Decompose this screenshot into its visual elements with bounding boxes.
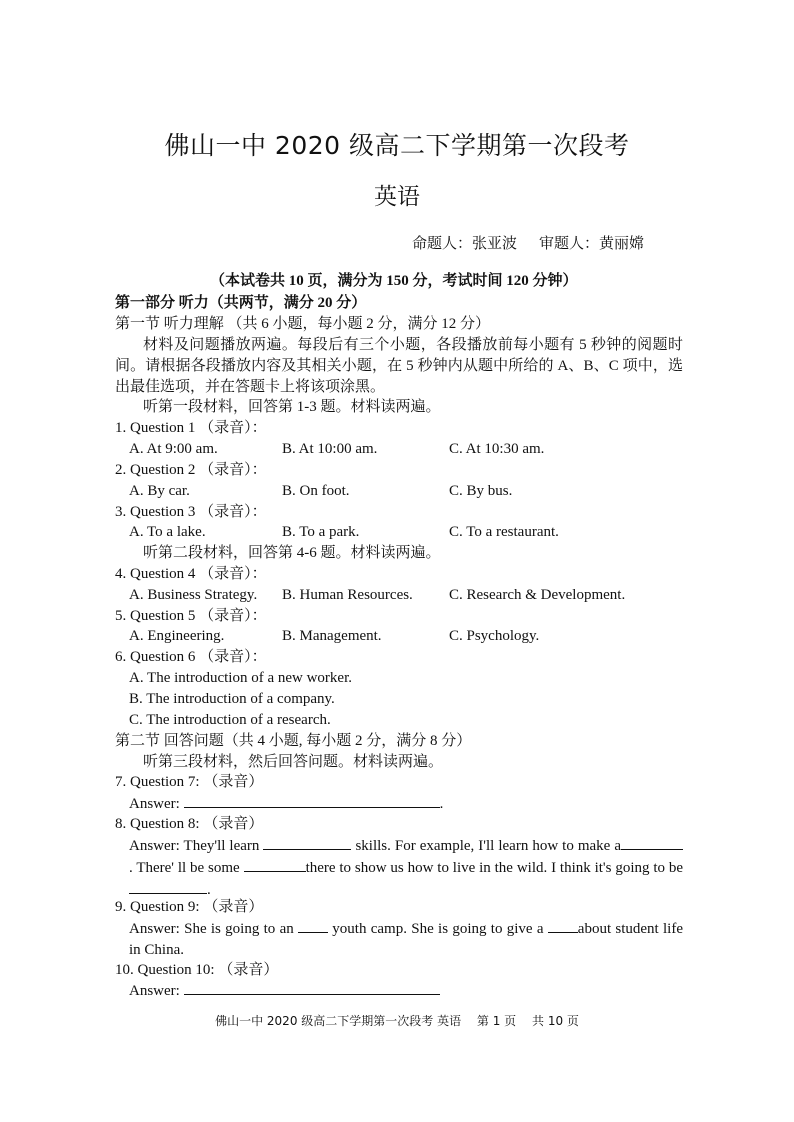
q8-blank-3[interactable] <box>244 857 306 872</box>
q8-text-4: there to show us how to live in the wild. I think it's going to be <box>305 859 684 876</box>
q1-option-c: C. At 10:30 am. <box>449 441 545 457</box>
q7-answer-prefix: Answer: <box>129 796 180 812</box>
q8-blank-2[interactable] <box>621 835 683 850</box>
q9-blank-1[interactable] <box>298 918 328 933</box>
exam-authors <box>412 232 666 253</box>
q8-text-3: . There' ll be some <box>129 859 240 876</box>
q10-answer-blank[interactable] <box>184 980 440 995</box>
q9-text-1: Answer: She is going to an <box>129 921 294 937</box>
question-8-label: 8. Question 8: （录音） <box>115 816 264 832</box>
q2-option-c: C. By bus. <box>449 483 513 499</box>
q8-answer <box>129 835 683 900</box>
reviewer: 审题人：黄丽嫦 <box>539 236 645 252</box>
question-9-label: 9. Question 9: （录音） <box>115 899 264 915</box>
q2-option-b: B. On foot. <box>282 483 350 499</box>
footer-text: 佛山一中 2020 级高二下学期第一次段考 英语 <box>215 1014 462 1028</box>
question-6-label: 6. Question 6 （录音）： <box>115 649 267 665</box>
question-2-label: 2. Question 2 （录音）： <box>115 462 267 478</box>
footer-page: 第 1 页 <box>476 1014 517 1028</box>
part1-heading: 第一部分 听力（共两节，满分 20 分） <box>115 295 367 311</box>
section1-instructions: 材料及问题播放两遍。每段后有三个小题，各段播放前每小题有 5 秒钟的阅题时间。请根据各段播放内容及其相关小题，在 5 秒钟内从题中所给的 A、B、C 项中，选出最佳选项，并在答题卡上将该项涂黑。 <box>115 337 683 395</box>
q4-option-a: A. Business Strategy. <box>129 587 258 603</box>
footer-total: 共 10 页 <box>532 1014 579 1028</box>
q9-blank-2[interactable] <box>548 918 578 933</box>
q9-answer <box>129 918 683 961</box>
q3-option-c: C. To a restaurant. <box>449 524 559 540</box>
passage2-note: 听第二段材料，回答第 4-6 题。材料读两遍。 <box>143 545 441 561</box>
q8-text-5: . <box>207 881 211 898</box>
question-3-label: 3. Question 3 （录音）： <box>115 504 267 520</box>
question-1-label: 1. Question 1 （录音）： <box>115 420 267 436</box>
page-footer <box>0 1012 794 1029</box>
q8-blank-1[interactable] <box>263 835 351 850</box>
q8-text-2: skills. For example, I'll learn how to make a <box>355 838 622 854</box>
exam-title: 佛山一中 2020 级高二下学期第一次段考 <box>164 131 630 160</box>
q5-option-a: A. Engineering. <box>129 628 225 644</box>
setter: 命题人：张亚波 <box>412 236 518 252</box>
q3-option-b: B. To a park. <box>282 524 360 540</box>
q6-option-a: A. The introduction of a new worker. <box>129 670 353 686</box>
question-7-label: 7. Question 7: （录音） <box>115 774 264 790</box>
q7-answer: Answer: . <box>129 793 443 814</box>
q4-option-b: B. Human Resources. <box>282 587 413 603</box>
q8-text-1: Answer: They'll learn <box>129 838 260 854</box>
q7-answer-blank[interactable] <box>184 793 440 808</box>
q9-text-3: about student life in China. <box>129 921 683 958</box>
q5-option-c: C. Psychology. <box>449 628 540 644</box>
section2-heading: 第二节 回答问题（共 4 小题, 每小题 2 分，满分 8 分） <box>115 733 472 749</box>
q9-text-2: youth camp. She is going to give a <box>332 921 544 937</box>
question-4-label: 4. Question 4 （录音）： <box>115 566 267 582</box>
exam-subject: 英语 <box>374 184 420 210</box>
q6-option-c: C. The introduction of a research. <box>129 712 331 728</box>
question-10-label: 10. Question 10: （录音） <box>115 962 279 978</box>
q1-option-a: A. At 9:00 am. <box>129 441 218 457</box>
q10-answer-prefix: Answer: <box>129 983 180 999</box>
q8-blank-4[interactable] <box>129 879 207 894</box>
q1-option-b: B. At 10:00 am. <box>282 441 378 457</box>
q5-option-b: B. Management. <box>282 628 382 644</box>
section2-note: 听第三段材料，然后回答问题。材料读两遍。 <box>143 754 444 770</box>
exam-note: （本试卷共 10 页，满分为 150 分，考试时间 120 分钟） <box>210 273 578 289</box>
q6-option-b: B. The introduction of a company. <box>129 691 335 707</box>
q3-option-a: A. To a lake. <box>129 524 206 540</box>
q2-option-a: A. By car. <box>129 483 190 499</box>
section1-heading: 第一节 听力理解 （共 6 小题，每小题 2 分，满分 12 分） <box>115 316 491 332</box>
q10-answer <box>129 980 440 1001</box>
passage1-note: 听第一段材料，回答第 1-3 题。材料读两遍。 <box>143 399 441 415</box>
question-5-label: 5. Question 5 （录音）： <box>115 608 267 624</box>
q4-option-c: C. Research & Development. <box>449 587 626 603</box>
